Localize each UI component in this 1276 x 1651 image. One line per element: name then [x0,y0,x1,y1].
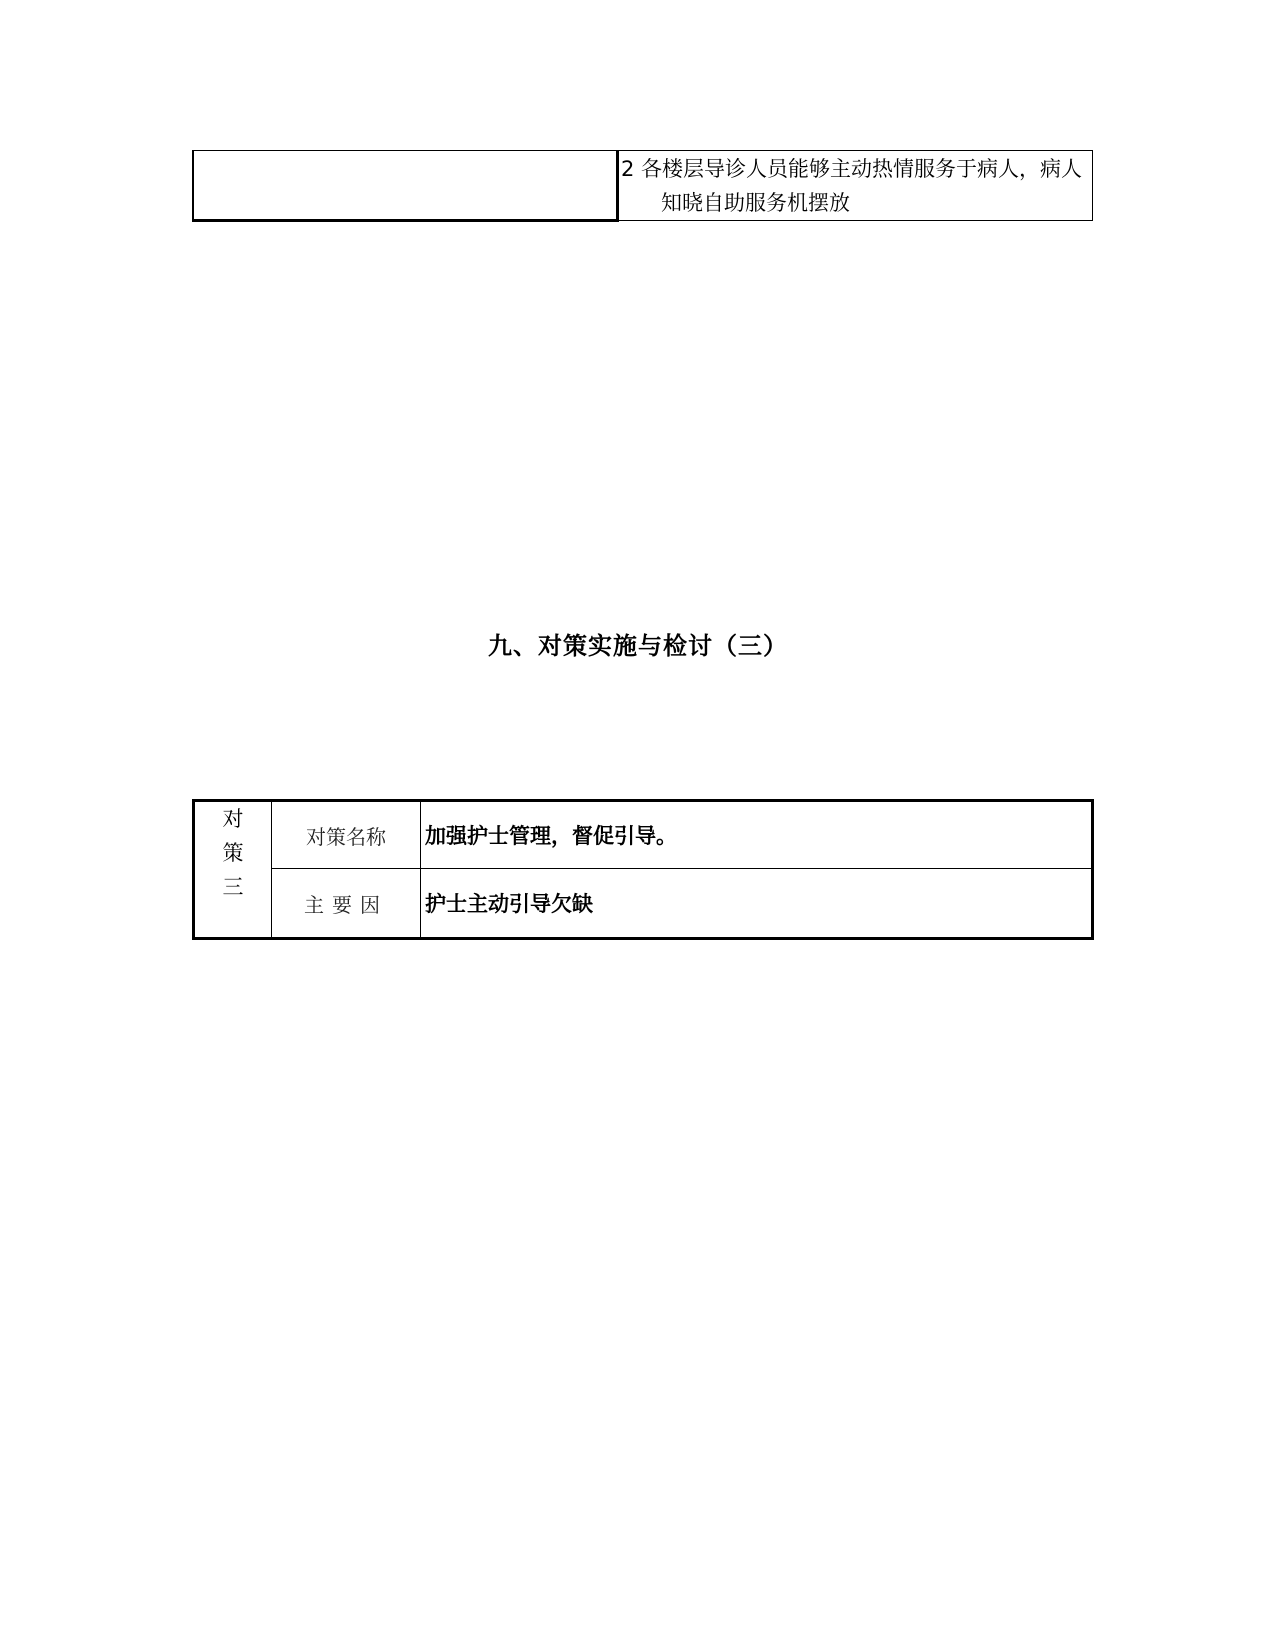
continuation-table [192,150,1093,222]
item-line-1: 2 各楼层导诊人员能够主动热情服务于病人，病人 [621,157,1083,181]
main-cause-value: 护士主动引导欠缺 [421,869,1093,939]
measure-label-char-1: 对 [222,807,244,831]
measure-name-label: 对策名称 [272,801,421,869]
item-line-2: 知晓自助服务机摆放 [661,191,850,215]
measure-label-cell [194,801,272,939]
main-cause-label: 主要因 [272,869,421,939]
measure-table [192,799,1094,940]
measure-label-char-3: 三 [222,875,244,899]
empty-cell [193,151,618,221]
section-title: 九、对策实施与检讨（三） [488,631,788,660]
improvement-item-text [619,152,1092,220]
improvement-item-cell [618,151,1093,221]
measure-name-value: 加强护士管理，督促引导。 [421,801,1093,869]
measure-label-char-2: 策 [222,841,244,865]
